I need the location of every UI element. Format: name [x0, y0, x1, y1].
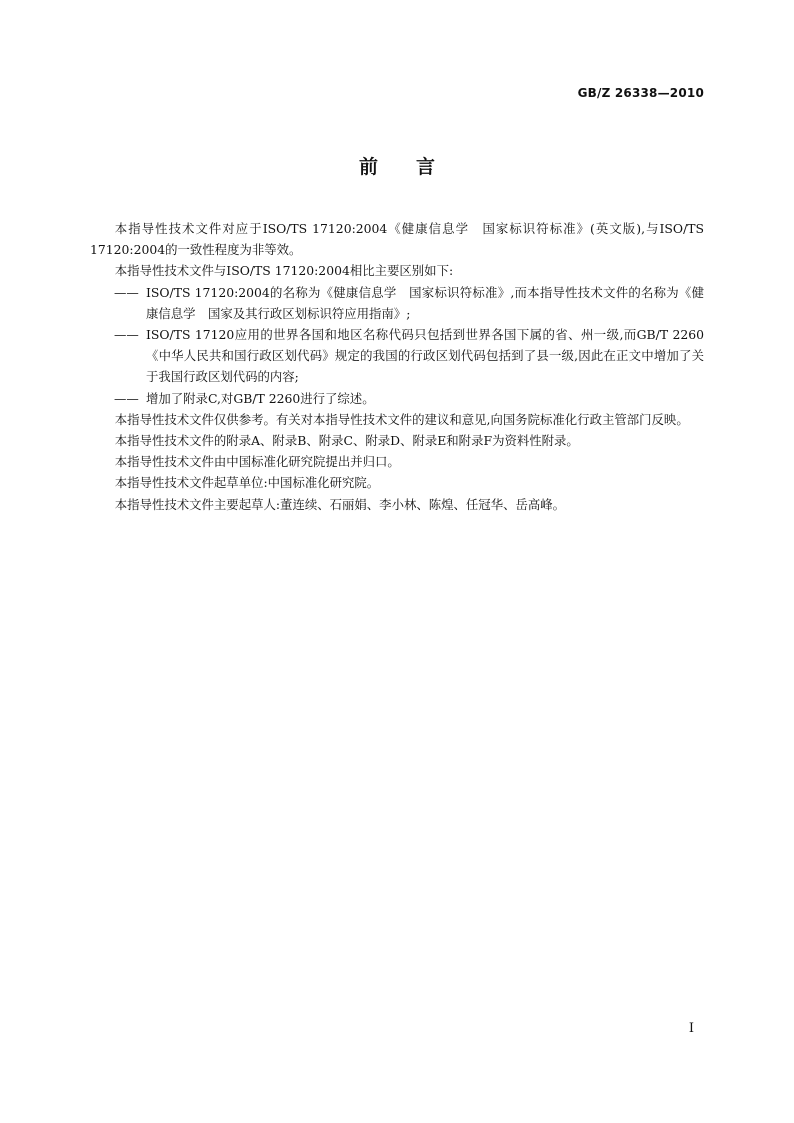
paragraph-drafters: 本指导性技术文件主要起草人:董连续、石丽娟、李小林、陈煌、任冠华、岳高峰。 — [114, 496, 566, 512]
dash-marker: —— — [114, 327, 139, 343]
page-number: I — [688, 1021, 694, 1036]
foreword-body — [90, 218, 704, 515]
difference-item-3 — [90, 388, 704, 409]
difference-item-3-text: 增加了附录C,对GB/T 2260进行了综述。 — [146, 390, 375, 406]
paragraph-drafting-unit: 本指导性技术文件起草单位:中国标准化研究院。 — [114, 475, 380, 491]
paragraph-proposer: 本指导性技术文件由中国标准化研究院提出并归口。 — [114, 454, 400, 470]
paragraph-correspondence: 本指导性技术文件对应于ISO/TS 17120:2004《健康信息学 国家标识符标准》(英文版),与ISO/TS 17120:2004的一致性程度为非等效。 — [90, 221, 704, 258]
document-code: GB/Z 26338—2010 — [577, 86, 704, 100]
page-title — [0, 152, 794, 179]
paragraph-differences-intro: 本指导性技术文件与ISO/TS 17120:2004相比主要区别如下: — [114, 263, 454, 279]
difference-item-1-text: ISO/TS 17120:2004的名称为《健康信息学 国家标识符标准》,而本指导性技术文件的名称为《健康信息学 国家及其行政区划标识符应用指南》; — [146, 284, 704, 321]
difference-item-1 — [90, 282, 704, 324]
dash-marker: —— — [114, 284, 139, 300]
paragraph-reference-only: 本指导性技术文件仅供参考。有关对本指导性技术文件的建议和意见,向国务院标准化行政主管部门反映。 — [114, 411, 689, 427]
difference-item-2-text: ISO/TS 17120应用的世界各国和地区名称代码只包括到世界各国下属的省、州一级,而GB/T 2260《中华人民共和国行政区划代码》规定的我国的行政区划代码包括到了县一级,因此在正文中增加了关于我国行政区划代码的内容; — [146, 327, 704, 385]
difference-item-2 — [90, 324, 704, 388]
paragraph-annexes: 本指导性技术文件的附录A、附录B、附录C、附录D、附录E和附录F为资料性附录。 — [114, 433, 579, 449]
title-char-1: 前 — [358, 156, 378, 178]
dash-marker: —— — [114, 390, 139, 406]
title-char-2: 言 — [416, 156, 436, 178]
